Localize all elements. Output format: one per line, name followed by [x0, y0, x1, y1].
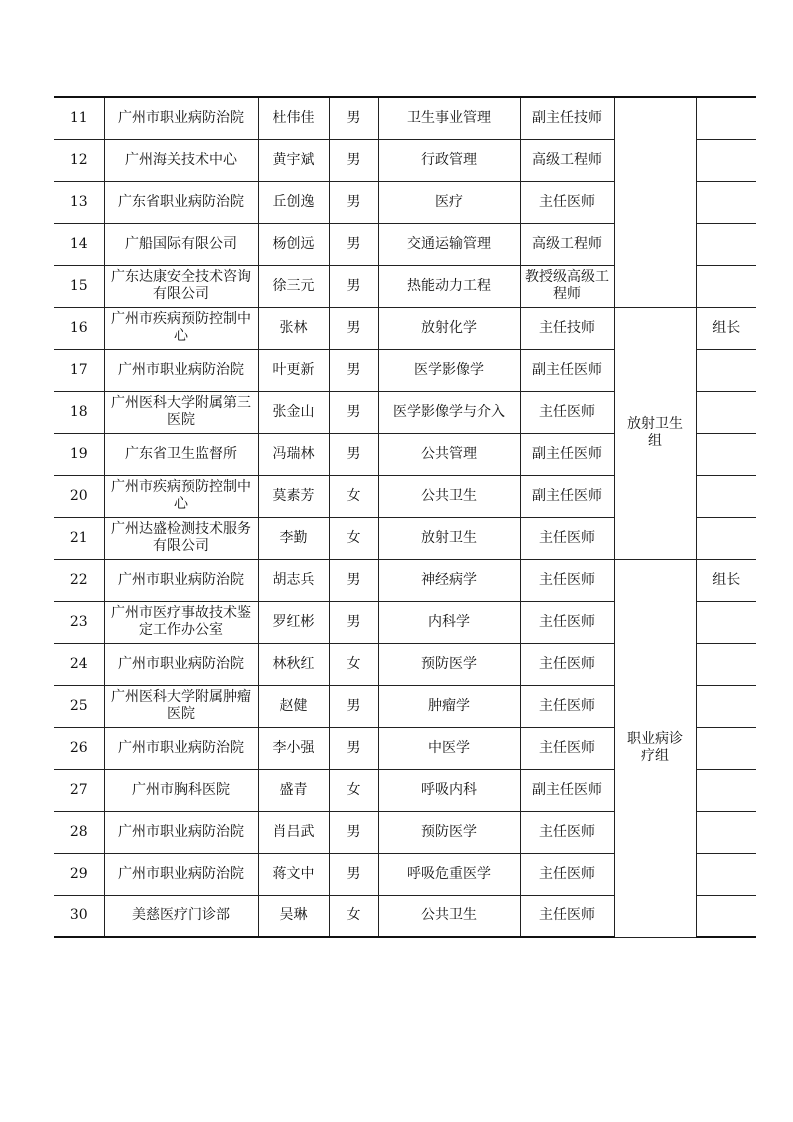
- name-cell: 蒋文中: [258, 853, 329, 895]
- row-number: 28: [54, 811, 104, 853]
- name-cell: 杜伟佳: [258, 97, 329, 139]
- row-number: 30: [54, 895, 104, 937]
- name-cell: 丘创逸: [258, 181, 329, 223]
- row-number: 13: [54, 181, 104, 223]
- gender-cell: 男: [329, 265, 378, 307]
- name-cell: 莫素芳: [258, 475, 329, 517]
- name-cell: 张林: [258, 307, 329, 349]
- professional-title-cell: 主任技师: [520, 307, 614, 349]
- specialty-cell: 中医学: [378, 727, 520, 769]
- row-number: 29: [54, 853, 104, 895]
- organization-cell: 广州市疾病预防控制中心: [104, 475, 258, 517]
- specialty-cell: 放射化学: [378, 307, 520, 349]
- group-label: 职业病诊疗组: [626, 731, 683, 764]
- professional-title-cell: 主任医师: [520, 727, 614, 769]
- organization-cell: 美慈医疗门诊部: [104, 895, 258, 937]
- group-cell: [614, 559, 696, 937]
- gender-cell: 男: [329, 97, 378, 139]
- group-cell: [614, 307, 696, 559]
- role-cell: 组长: [696, 307, 756, 349]
- gender-cell: 男: [329, 223, 378, 265]
- organization-cell: 广州市胸科医院: [104, 769, 258, 811]
- professional-title-cell: 主任医师: [520, 391, 614, 433]
- specialty-cell: 公共卫生: [378, 895, 520, 937]
- specialty-cell: 神经病学: [378, 559, 520, 601]
- gender-cell: 女: [329, 643, 378, 685]
- organization-cell: 广东省职业病防治院: [104, 181, 258, 223]
- row-number: 14: [54, 223, 104, 265]
- professional-title-cell: 主任医师: [520, 643, 614, 685]
- role-cell: [696, 601, 756, 643]
- gender-cell: 男: [329, 139, 378, 181]
- specialty-cell: 呼吸危重医学: [378, 853, 520, 895]
- professional-title-cell: 高级工程师: [520, 139, 614, 181]
- specialty-cell: 预防医学: [378, 643, 520, 685]
- role-cell: [696, 895, 756, 937]
- role-cell: [696, 349, 756, 391]
- row-number: 16: [54, 307, 104, 349]
- gender-cell: 男: [329, 853, 378, 895]
- specialty-cell: 公共管理: [378, 433, 520, 475]
- row-number: 11: [54, 97, 104, 139]
- specialty-cell: 放射卫生: [378, 517, 520, 559]
- organization-cell: 广州市医疗事故技术鉴定工作办公室: [104, 601, 258, 643]
- professional-title-cell: 主任医师: [520, 811, 614, 853]
- row-number: 26: [54, 727, 104, 769]
- organization-cell: 广州海关技术中心: [104, 139, 258, 181]
- role-cell: [696, 181, 756, 223]
- role-cell: [696, 853, 756, 895]
- specialty-cell: 交通运输管理: [378, 223, 520, 265]
- specialty-cell: 热能动力工程: [378, 265, 520, 307]
- organization-cell: 广东达康安全技术咨询有限公司: [104, 265, 258, 307]
- name-cell: 林秋红: [258, 643, 329, 685]
- role-cell: [696, 517, 756, 559]
- organization-cell: 广州市职业病防治院: [104, 853, 258, 895]
- name-cell: 吴琳: [258, 895, 329, 937]
- role-cell: 组长: [696, 559, 756, 601]
- professional-title-cell: 副主任医师: [520, 475, 614, 517]
- name-cell: 叶更新: [258, 349, 329, 391]
- professional-title-cell: 主任医师: [520, 181, 614, 223]
- name-cell: 盛青: [258, 769, 329, 811]
- row-number: 23: [54, 601, 104, 643]
- professional-title-cell: 主任医师: [520, 685, 614, 727]
- group-label: 放射卫生组: [626, 416, 683, 449]
- professional-title-cell: 副主任医师: [520, 769, 614, 811]
- role-cell: [696, 391, 756, 433]
- professional-title-cell: 副主任技师: [520, 97, 614, 139]
- gender-cell: 男: [329, 391, 378, 433]
- name-cell: 肖吕武: [258, 811, 329, 853]
- row-number: 25: [54, 685, 104, 727]
- gender-cell: 男: [329, 601, 378, 643]
- specialty-cell: 预防医学: [378, 811, 520, 853]
- row-number: 21: [54, 517, 104, 559]
- role-cell: [696, 97, 756, 139]
- organization-cell: 广州市职业病防治院: [104, 811, 258, 853]
- specialty-cell: 医学影像学: [378, 349, 520, 391]
- professional-title-cell: 副主任医师: [520, 433, 614, 475]
- specialty-cell: 内科学: [378, 601, 520, 643]
- row-number: 27: [54, 769, 104, 811]
- specialty-cell: 行政管理: [378, 139, 520, 181]
- row-number: 22: [54, 559, 104, 601]
- gender-cell: 男: [329, 811, 378, 853]
- role-cell: [696, 685, 756, 727]
- row-number: 17: [54, 349, 104, 391]
- organization-cell: 广州达盛检测技术服务有限公司: [104, 517, 258, 559]
- role-cell: [696, 727, 756, 769]
- table-body: [54, 97, 756, 937]
- gender-cell: 男: [329, 559, 378, 601]
- name-cell: 徐三元: [258, 265, 329, 307]
- organization-cell: 广东省卫生监督所: [104, 433, 258, 475]
- name-cell: 黄宇斌: [258, 139, 329, 181]
- organization-cell: 广州市职业病防治院: [104, 559, 258, 601]
- name-cell: 李小强: [258, 727, 329, 769]
- professional-title-cell: 主任医师: [520, 517, 614, 559]
- role-cell: [696, 643, 756, 685]
- organization-cell: 广州医科大学附属肿瘤医院: [104, 685, 258, 727]
- row-number: 24: [54, 643, 104, 685]
- gender-cell: 女: [329, 769, 378, 811]
- name-cell: 冯瑞林: [258, 433, 329, 475]
- name-cell: 赵健: [258, 685, 329, 727]
- specialty-cell: 肿瘤学: [378, 685, 520, 727]
- specialty-cell: 呼吸内科: [378, 769, 520, 811]
- row-number: 12: [54, 139, 104, 181]
- professional-title-cell: 教授级高级工程师: [520, 265, 614, 307]
- row-number: 15: [54, 265, 104, 307]
- role-cell: [696, 811, 756, 853]
- gender-cell: 男: [329, 349, 378, 391]
- role-cell: [696, 475, 756, 517]
- expert-roster-table: [54, 96, 756, 938]
- name-cell: 胡志兵: [258, 559, 329, 601]
- name-cell: 张金山: [258, 391, 329, 433]
- gender-cell: 男: [329, 685, 378, 727]
- professional-title-cell: 主任医师: [520, 559, 614, 601]
- gender-cell: 女: [329, 517, 378, 559]
- table-row: [54, 559, 756, 601]
- gender-cell: 男: [329, 307, 378, 349]
- gender-cell: 女: [329, 475, 378, 517]
- specialty-cell: 公共卫生: [378, 475, 520, 517]
- name-cell: 罗红彬: [258, 601, 329, 643]
- role-cell: [696, 223, 756, 265]
- role-cell: [696, 265, 756, 307]
- organization-cell: 广州市疾病预防控制中心: [104, 307, 258, 349]
- professional-title-cell: 副主任医师: [520, 349, 614, 391]
- organization-cell: 广州市职业病防治院: [104, 727, 258, 769]
- specialty-cell: 卫生事业管理: [378, 97, 520, 139]
- row-number: 19: [54, 433, 104, 475]
- professional-title-cell: 主任医师: [520, 895, 614, 937]
- row-number: 18: [54, 391, 104, 433]
- organization-cell: 广州市职业病防治院: [104, 349, 258, 391]
- table-row: [54, 307, 756, 349]
- organization-cell: 广州医科大学附属第三医院: [104, 391, 258, 433]
- gender-cell: 男: [329, 433, 378, 475]
- role-cell: [696, 139, 756, 181]
- specialty-cell: 医疗: [378, 181, 520, 223]
- organization-cell: 广州市职业病防治院: [104, 643, 258, 685]
- gender-cell: 男: [329, 727, 378, 769]
- gender-cell: 男: [329, 181, 378, 223]
- name-cell: 李勤: [258, 517, 329, 559]
- row-number: 20: [54, 475, 104, 517]
- role-cell: [696, 769, 756, 811]
- table-row: [54, 97, 756, 139]
- organization-cell: 广船国际有限公司: [104, 223, 258, 265]
- gender-cell: 女: [329, 895, 378, 937]
- professional-title-cell: 高级工程师: [520, 223, 614, 265]
- professional-title-cell: 主任医师: [520, 853, 614, 895]
- role-cell: [696, 433, 756, 475]
- specialty-cell: 医学影像学与介入: [378, 391, 520, 433]
- organization-cell: 广州市职业病防治院: [104, 97, 258, 139]
- group-cell: [614, 97, 696, 307]
- name-cell: 杨创远: [258, 223, 329, 265]
- professional-title-cell: 主任医师: [520, 601, 614, 643]
